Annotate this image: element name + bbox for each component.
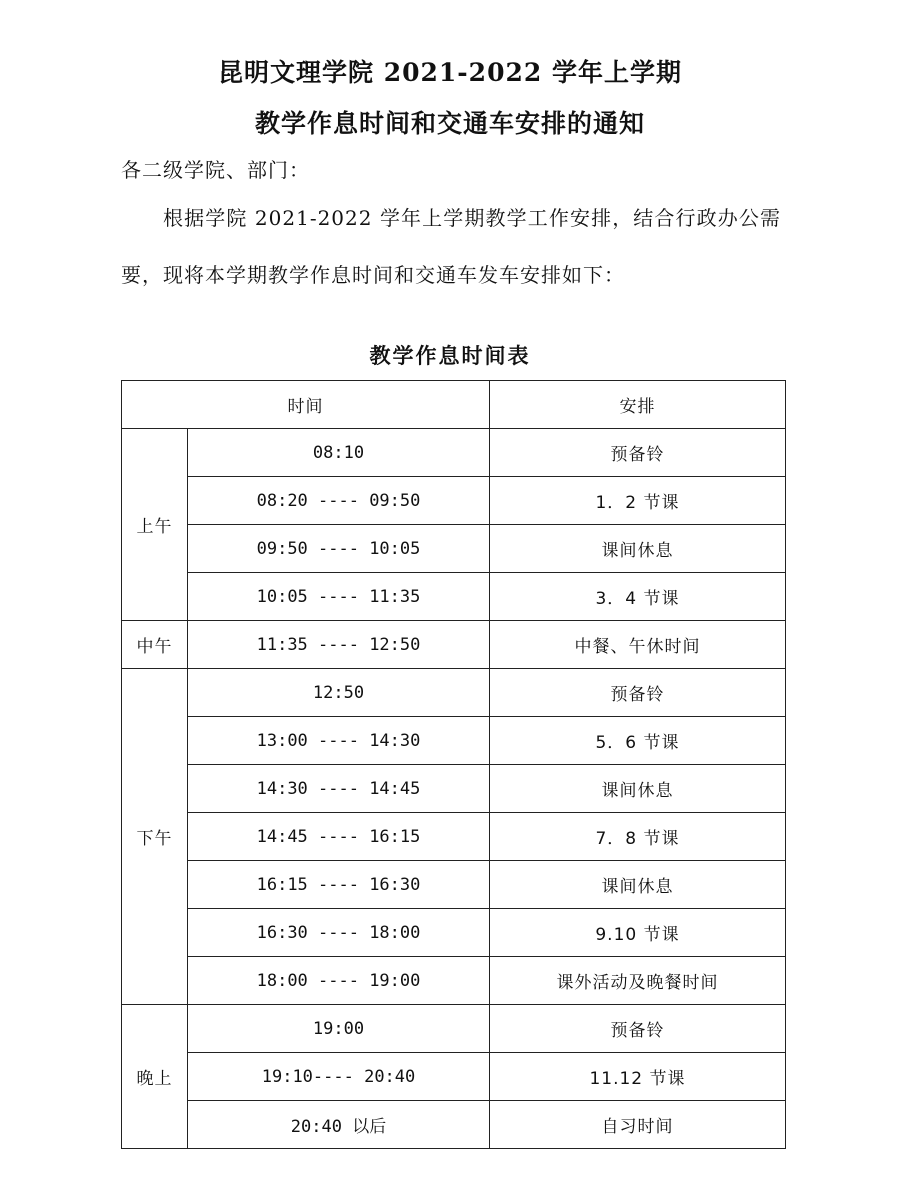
table-row bbox=[122, 1053, 786, 1101]
arrangement-cell: 1．2 节课 bbox=[490, 477, 786, 525]
document-title-line1: 昆明文理学院 2021-2022 学年上学期 bbox=[218, 58, 682, 87]
time-cell: 16:15 ---- 16:30 bbox=[188, 861, 490, 909]
arrangement-cell: 课间休息 bbox=[490, 765, 786, 813]
time-cell: 08:10 bbox=[188, 429, 490, 477]
table-row bbox=[122, 957, 786, 1005]
arrangement-cell: 5．6 节课 bbox=[490, 717, 786, 765]
time-cell: 11:35 ---- 12:50 bbox=[188, 621, 490, 669]
table-row bbox=[122, 909, 786, 957]
table-row bbox=[122, 1005, 786, 1053]
table-row bbox=[122, 765, 786, 813]
time-cell: 16:30 ---- 18:00 bbox=[188, 909, 490, 957]
arrangement-cell: 课外活动及晚餐时间 bbox=[490, 957, 786, 1005]
table-row bbox=[122, 861, 786, 909]
arrangement-cell: 7．8 节课 bbox=[490, 813, 786, 861]
table-row bbox=[122, 669, 786, 717]
arrangement-cell: 9.10 节课 bbox=[490, 909, 786, 957]
salutation: 各二级学院、部门： bbox=[121, 158, 310, 182]
time-cell: 18:00 ---- 19:00 bbox=[188, 957, 490, 1005]
time-cell: 14:30 ---- 14:45 bbox=[188, 765, 490, 813]
arrangement-cell: 课间休息 bbox=[490, 861, 786, 909]
time-cell: 12:50 bbox=[188, 669, 490, 717]
table-row bbox=[122, 573, 786, 621]
time-cell: 14:45 ---- 16:15 bbox=[188, 813, 490, 861]
period-evening: 晚上 bbox=[122, 1005, 188, 1149]
arrangement-cell: 预备铃 bbox=[490, 1005, 786, 1053]
table-row bbox=[122, 621, 786, 669]
schedule-table bbox=[121, 380, 786, 1149]
time-cell: 10:05 ---- 11:35 bbox=[188, 573, 490, 621]
arrangement-cell: 预备铃 bbox=[490, 429, 786, 477]
table-title: 教学作息时间表 bbox=[369, 343, 531, 368]
time-cell: 19:00 bbox=[188, 1005, 490, 1053]
arrangement-cell: 11.12 节课 bbox=[490, 1053, 786, 1101]
header-arrangement: 安排 bbox=[490, 381, 786, 429]
document-title-line2: 教学作息时间和交通车安排的通知 bbox=[254, 109, 645, 138]
arrangement-cell: 自习时间 bbox=[490, 1101, 786, 1149]
header-time: 时间 bbox=[122, 381, 490, 429]
period-afternoon: 下午 bbox=[122, 669, 188, 1005]
time-cell: 08:20 ---- 09:50 bbox=[188, 477, 490, 525]
arrangement-cell: 中餐、午休时间 bbox=[490, 621, 786, 669]
table-row bbox=[122, 1101, 786, 1149]
period-morning: 上午 bbox=[122, 429, 188, 621]
time-cell: 13:00 ---- 14:30 bbox=[188, 717, 490, 765]
table-row bbox=[122, 813, 786, 861]
arrangement-cell: 课间休息 bbox=[490, 525, 786, 573]
time-cell: 20:40 以后 bbox=[188, 1101, 490, 1149]
period-noon: 中午 bbox=[122, 621, 188, 669]
table-header-row bbox=[122, 381, 786, 429]
table-row bbox=[122, 477, 786, 525]
time-cell: 09:50 ---- 10:05 bbox=[188, 525, 490, 573]
table-row bbox=[122, 717, 786, 765]
time-cell: 19:10---- 20:40 bbox=[188, 1053, 490, 1101]
table-row bbox=[122, 429, 786, 477]
body-paragraph: 根据学院 2021-2022 学年上学期教学工作安排，结合行政办公需要，现将本学期教学作息时间和交通车发车安排如下： bbox=[121, 206, 781, 287]
table-row bbox=[122, 525, 786, 573]
arrangement-cell: 3．4 节课 bbox=[490, 573, 786, 621]
arrangement-cell: 预备铃 bbox=[490, 669, 786, 717]
